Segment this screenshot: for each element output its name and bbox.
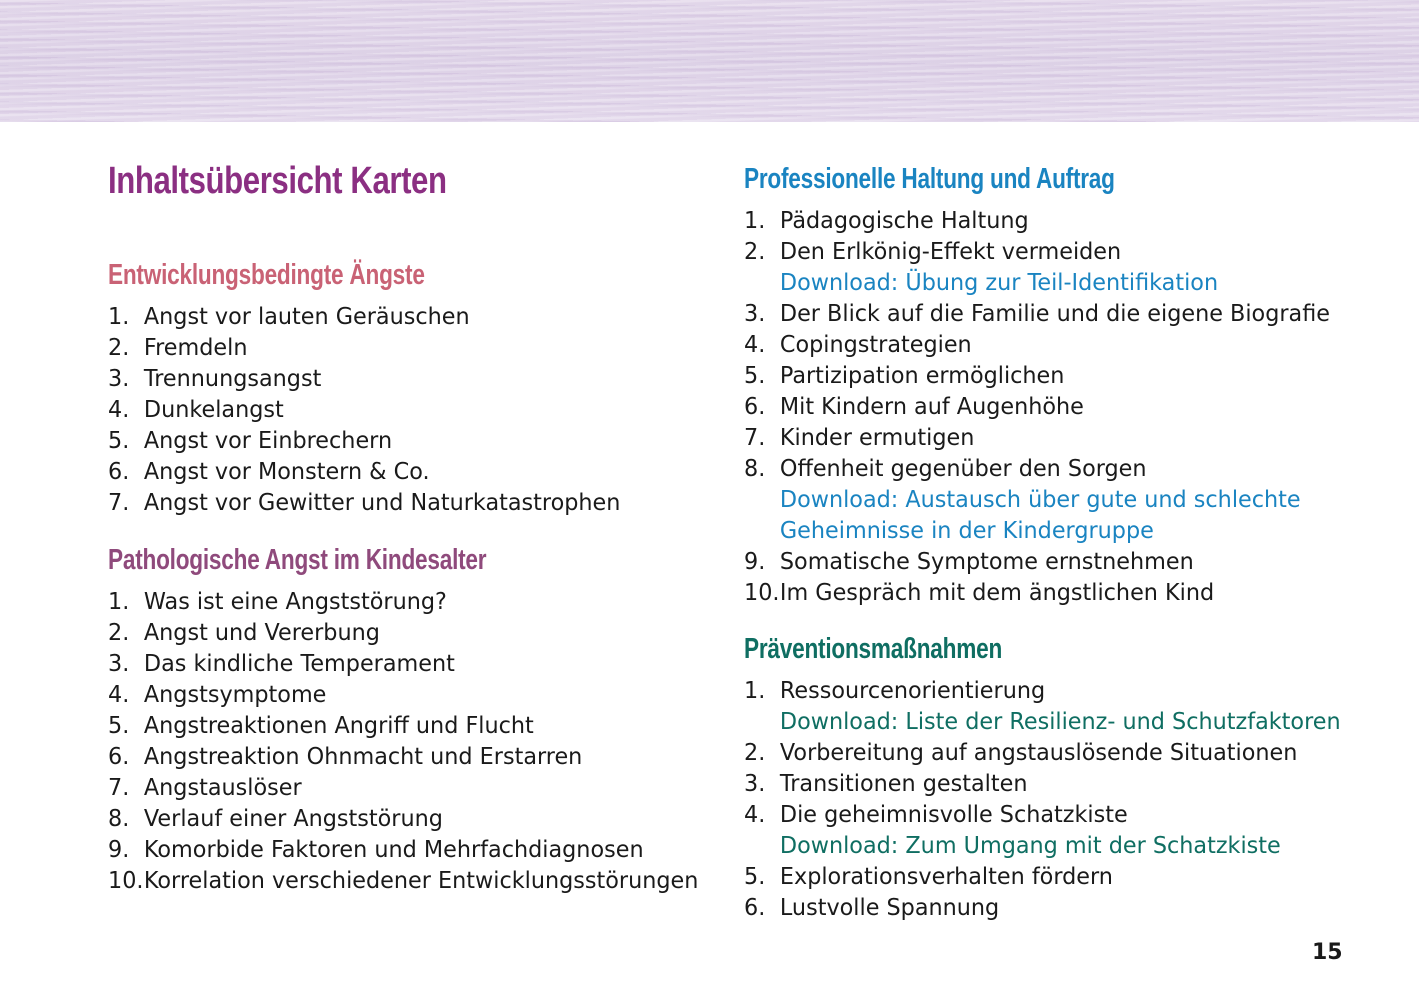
item-number: 5. <box>744 363 766 389</box>
list-item <box>108 618 698 649</box>
list-item <box>108 742 698 773</box>
download-link[interactable]: Download: Austausch über gute und schlechte <box>779 487 1301 513</box>
item-number: 1. <box>108 304 130 330</box>
list-item <box>108 302 620 333</box>
list-item <box>108 364 620 395</box>
item-title: Vorbereitung auf angstauslösende Situationen <box>779 740 1298 766</box>
list-prevention <box>744 676 1359 924</box>
item-title: Explorationsverhalten fördern <box>779 864 1113 890</box>
item-number: 7. <box>744 425 766 451</box>
item-number: 10. <box>744 580 780 606</box>
list-item <box>108 835 698 866</box>
item-title: Angst vor Gewitter und Naturkatastrophen <box>143 490 621 516</box>
item-number: 3. <box>108 651 130 677</box>
list-item <box>108 488 620 519</box>
download-link[interactable]: Geheimnisse in der Kindergruppe <box>779 518 1154 544</box>
list-item <box>744 800 1341 831</box>
item-number: 5. <box>108 713 130 739</box>
item-title: Angst vor Einbrechern <box>143 428 393 454</box>
list-item <box>744 454 1330 485</box>
item-number: 1. <box>744 208 766 234</box>
list-item <box>744 299 1330 330</box>
list-pathological-fear <box>108 587 717 897</box>
item-number: 4. <box>744 802 766 828</box>
item-title: Copingstrategien <box>779 332 972 358</box>
item-title: Dunkelangst <box>143 397 284 423</box>
item-number: 3. <box>744 771 766 797</box>
item-title: Der Blick auf die Familie und die eigene Biografie <box>779 301 1331 327</box>
list-item <box>744 423 1330 454</box>
item-number: 4. <box>108 397 130 423</box>
item-title: Kinder ermutigen <box>779 425 975 451</box>
item-number: 6. <box>108 744 130 770</box>
list-item <box>108 649 698 680</box>
list-item <box>744 361 1330 392</box>
section-heading-developmental-fears: Entwicklungsbedingte Ängste <box>108 259 425 291</box>
download-link[interactable]: Download: Übung zur Teil-Identifikation <box>779 270 1219 296</box>
item-number: 2. <box>744 740 766 766</box>
item-number: 9. <box>744 549 766 575</box>
item-number: 1. <box>744 678 766 704</box>
list-item <box>744 862 1341 893</box>
item-title: Ressourcenorientierung <box>779 678 1046 704</box>
section-heading-pathological-fear: Pathologische Angst im Kindesalter <box>108 544 487 576</box>
item-number: 6. <box>744 895 766 921</box>
item-title: Partizipation ermöglichen <box>779 363 1065 389</box>
list-item <box>108 587 698 618</box>
list-item <box>108 711 698 742</box>
list-item <box>108 426 620 457</box>
list-item <box>744 738 1341 769</box>
list-item <box>744 392 1330 423</box>
item-title: Transitionen gestalten <box>779 771 1028 797</box>
item-title: Angst vor lauten Geräuschen <box>143 304 470 330</box>
page-number: 15 <box>1312 940 1343 965</box>
list-item <box>108 333 620 364</box>
item-title: Im Gespräch mit dem ängstlichen Kind <box>779 580 1215 606</box>
list-item <box>744 547 1330 578</box>
list-item <box>108 804 698 835</box>
decorative-header-band <box>0 0 1419 122</box>
item-title: Somatische Symptome ernstnehmen <box>779 549 1194 575</box>
item-title: Die geheimnisvolle Schatzkiste <box>779 802 1128 828</box>
download-link[interactable]: Download: Zum Umgang mit der Schatzkiste <box>779 833 1281 859</box>
item-number: 5. <box>108 428 130 454</box>
item-title: Den Erlkönig-Effekt vermeiden <box>779 239 1122 265</box>
item-title: Das kindliche Temperament <box>143 651 455 677</box>
list-item <box>744 676 1341 707</box>
list-item <box>744 206 1330 237</box>
item-number: 6. <box>108 459 130 485</box>
item-title: Fremdeln <box>143 335 248 361</box>
item-number: 4. <box>108 682 130 708</box>
list-item <box>108 457 620 488</box>
item-number: 2. <box>744 239 766 265</box>
list-item <box>744 769 1341 800</box>
list-item <box>108 680 698 711</box>
item-title: Korrelation verschiedener Entwicklungsstörungen <box>143 868 699 894</box>
item-title: Lustvolle Spannung <box>779 895 1000 921</box>
list-developmental-fears <box>108 302 636 519</box>
item-number: 7. <box>108 775 130 801</box>
item-title: Angstauslöser <box>143 775 302 801</box>
item-title: Angstsymptome <box>143 682 327 708</box>
item-number: 9. <box>108 837 130 863</box>
item-number: 3. <box>108 366 130 392</box>
item-title: Komorbide Faktoren und Mehrfachdiagnosen <box>143 837 644 863</box>
item-title: Verlauf einer Angststörung <box>143 806 443 832</box>
item-number: 8. <box>108 806 130 832</box>
item-number: 2. <box>108 335 130 361</box>
item-number: 10. <box>108 868 144 894</box>
list-item <box>744 330 1330 361</box>
item-title: Offenheit gegenüber den Sorgen <box>779 456 1147 482</box>
list-professional-attitude <box>744 206 1348 609</box>
item-number: 5. <box>744 864 766 890</box>
item-title: Angst vor Monstern & Co. <box>143 459 430 485</box>
section-heading-prevention: Präventionsmaßnahmen <box>744 633 1003 665</box>
item-title: Mit Kindern auf Augenhöhe <box>779 394 1084 420</box>
item-number: 8. <box>744 456 766 482</box>
item-title: Angstreaktion Ohnmacht und Erstarren <box>143 744 583 770</box>
item-title: Angstreaktionen Angriff und Flucht <box>143 713 534 739</box>
list-item <box>744 893 1341 924</box>
download-link[interactable]: Download: Liste der Resilienz- und Schutzfaktoren <box>779 709 1341 735</box>
item-title: Angst und Vererbung <box>143 620 380 646</box>
list-item <box>744 237 1330 268</box>
list-item <box>744 578 1330 609</box>
item-title: Was ist eine Angststörung? <box>143 589 447 615</box>
item-number: 2. <box>108 620 130 646</box>
list-item <box>108 773 698 804</box>
item-number: 1. <box>108 589 130 615</box>
item-title: Trennungsangst <box>143 366 322 392</box>
item-number: 3. <box>744 301 766 327</box>
item-title: Pädagogische Haltung <box>779 208 1029 234</box>
item-number: 6. <box>744 394 766 420</box>
item-number: 4. <box>744 332 766 358</box>
list-item <box>108 866 698 897</box>
page-title: Inhaltsübersicht Karten <box>108 160 447 202</box>
section-heading-professional-attitude: Professionelle Haltung und Auftrag <box>744 163 1115 195</box>
item-number: 7. <box>108 490 130 516</box>
list-item <box>108 395 620 426</box>
